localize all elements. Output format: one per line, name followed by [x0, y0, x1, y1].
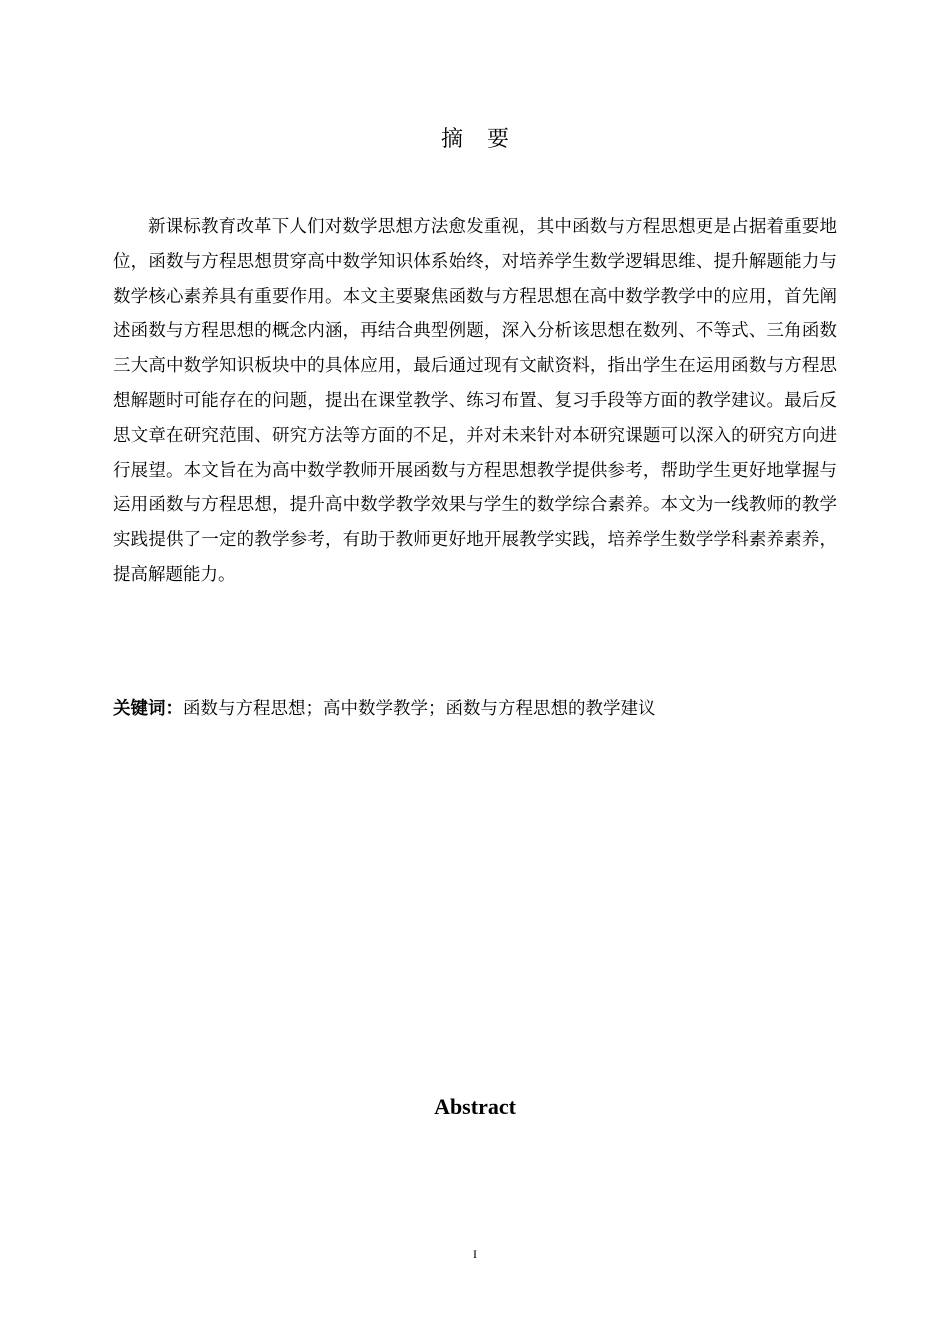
- keywords-text: 函数与方程思想；高中数学教学；函数与方程思想的教学建议: [183, 699, 656, 719]
- english-abstract-title: Abstract: [434, 1094, 516, 1119]
- chinese-abstract-title: 摘要: [440, 127, 533, 152]
- keywords-line: [113, 692, 837, 726]
- chinese-abstract-body: 新课标教育改革下人们对数学思想方法愈发重视，其中函数与方程思想更是占据着重要地位，函数与方程思想贯穿高中数学知识体系始终，对培养学生数学逻辑思维、提升解题能力与数学核心素养具有重要作用。本文主要聚焦函数与方程思想在高中数学教学中的应用，首先阐述函数与方程思想的概念内涵，再结合典型例题，深入分析该思想在数列、不等式、三角函数三大高中数学知识板块中的具体应用，最后通过现有文献资料，指出学生在运用函数与方程思想解题时可能存在的问题，提出在课堂教学、练习布置、复习手段等方面的教学建议。最后反思文章在研究范围、研究方法等方面的不足，并对未来针对本研究课题可以深入的研究方向进行展望。本文旨在为高中数学教师开展函数与方程思想教学提供参考，帮助学生更好地掌握与运用函数与方程思想，提升高中数学教学效果与学生的数学综合素养。本文为一线教师的教学实践提供了一定的教学参考，有助于教师更好地开展教学实践，培养学生数学学科素养素养，提高解题能力。: [113, 217, 837, 585]
- keywords-label: 关键词：: [113, 699, 183, 719]
- page-number: I: [473, 1247, 477, 1261]
